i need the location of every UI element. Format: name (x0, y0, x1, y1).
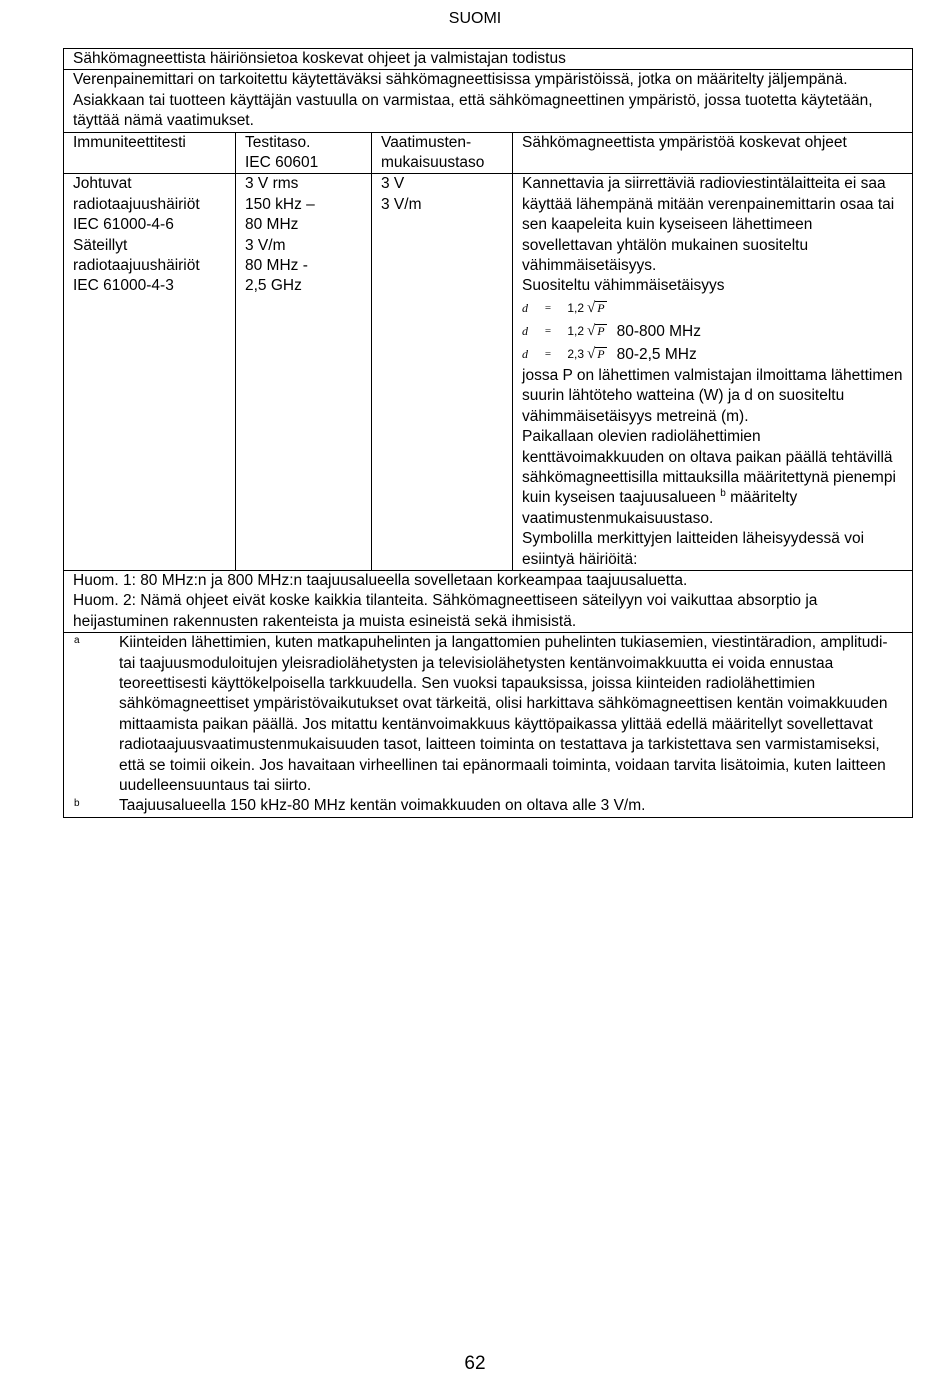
table-title: Sähkömagneettista häiriönsietoa koskevat ohjeet ja valmistajan todistus (64, 49, 913, 70)
cell-guidance (513, 174, 913, 571)
guidance-recommended-label: Suositeltu vähimmäisetäisyys (522, 277, 725, 295)
table-header-row (64, 132, 913, 174)
formula-power: P (597, 324, 605, 339)
header-compliance-level (372, 132, 513, 174)
guidance-where: jossa P on lähettimen valmistajan ilmoittama lähettimen suurin lähtöteho watteina (W) ja d on suositeltu vähimmäisetäisyys metreinä (m). (522, 366, 903, 425)
cell-compliance-level (372, 174, 513, 571)
footnote-a (73, 633, 904, 796)
footnote-a-mark: a (74, 635, 80, 647)
square-root-icon: √ (587, 322, 596, 339)
level-line: 2,5 GHz (245, 277, 302, 295)
formula-range: 80-800 MHz (616, 322, 702, 340)
table-intro: Verenpainemittari on tarkoitettu käytettäväksi sähkömagneettisissa ympäristöissä, jotka on määritelty jäljempänä. Asiakkaan tai tuotteen käyttäjän vastuulla on varmistaa, että sähkömagneettinen ympäristö, jossa tuotetta käytetään, täyttää nämä vaatimukset. (64, 70, 913, 132)
table-title-row (64, 49, 913, 70)
formula-equals: = (544, 324, 552, 337)
test-line: radiotaajuushäiriöt (73, 257, 200, 275)
level-line: 80 MHz (245, 216, 299, 234)
compliance-line: 3 V (381, 175, 405, 193)
level-line: 3 V/m (245, 236, 286, 254)
level-line: 3 V rms (245, 175, 299, 193)
footnote-b-mark: b (74, 798, 80, 810)
footnote-a-text: Kiinteiden lähettimien, kuten matkapuhelinten ja langattomien puhelinten tukiasemien, viestintäradion, amplitudi- tai taajuusmoduloitujen yleisradiolähetysten ja televisiolähetysten kentänvoimakkuutta ei voida ennustaa teoreettisesti käyttökelpoisella tarkkuudella. Sen vuoksi tapauksissa, joissa kiinteiden radiolähettimien sähkömagneettiset ympäristövaikutukset ovat tärkeitä, olisi harkittava sähkömagneettisen kentän voimakkuuden mittaamista paikan päällä. Jos mitattu kentänvoimakkuus käyttöpaikassa ylittää edellä määritellyt sovellettavat radiotaajuusvaatimustenmukaisuuden tasot, laitteen toiminta on testattava ja tarkistettava sen varmistamiseksi, että se toimii oikein. Jos havaitaan virheellinen tai epänormaali toiminta, voidaan tarvita lisätoimia, kuten laitteen uudelleensuuntaus tai siirto. (119, 634, 888, 794)
footnote-ref-b: b (720, 488, 726, 500)
level-line: 150 kHz – (245, 195, 315, 213)
header-immunity-test (64, 132, 236, 174)
test-line: radiotaajuushäiriöt (73, 195, 200, 213)
header-immunity-test-label: Immuniteettitesti (73, 133, 186, 151)
test-line: IEC 61000-4-6 (73, 216, 174, 234)
header-compliance-line1: Vaatimusten- (381, 133, 472, 151)
table-footnotes (64, 633, 913, 818)
header-guidance-label: Sähkömagneettista ympäristöä koskevat ohjeet (522, 133, 847, 151)
compliance-line: 3 V/m (381, 195, 422, 213)
header-test-level (236, 132, 372, 174)
table-row (64, 174, 913, 571)
footnote-b (73, 796, 904, 816)
guidance-intro: Kannettavia ja siirrettäviä radioviestintälaitteita ei saa käyttää lähempänä mitään verenpainemittarin osaa tai sen kaapeleita kuin kyseiseen lähettimeen sovellettavan yhtälön mukainen suositeltu vähimmäisetäisyys. (522, 175, 895, 275)
formula-variable: d (522, 300, 528, 315)
formula-variable: d (522, 323, 528, 338)
test-line: IEC 61000-4-3 (73, 277, 174, 295)
formula-coefficient: 2,3 (567, 346, 584, 361)
note-2: Huom. 2: Nämä ohjeet eivät koske kaikkia tilanteita. Sähkömagneettiseen säteilyyn voi vaikuttaa absorptio ja heijastuminen rakennusten rakenteista ja muista esineistä sekä ihmisistä. (73, 592, 818, 630)
page-header-language: SUOMI (448, 10, 502, 27)
test-line: Säteillyt (73, 236, 128, 254)
table-footnotes-row (64, 633, 913, 818)
formula-range: 80-2,5 MHz (616, 345, 697, 363)
page-number: 62 (464, 1353, 486, 1374)
formula-equals: = (544, 301, 552, 314)
formula-power: P (597, 301, 605, 316)
distance-formula (522, 297, 904, 320)
note-1: Huom. 1: 80 MHz:n ja 800 MHz:n taajuusalueella sovelletaan korkeampaa taajuusaluetta. (73, 571, 688, 589)
guidance-field-text-b: määritelty vaatimustenmukaisuustaso. (522, 489, 798, 527)
table-intro-row (64, 70, 913, 132)
formula-variable: d (522, 346, 528, 361)
square-root-icon: √ (587, 345, 596, 362)
emc-guidance-table (63, 48, 913, 818)
guidance-symbol: Symbolilla merkittyjen laitteiden läheisyydessä voi esiintyä häiriöitä: (522, 530, 865, 568)
table-notes (64, 570, 913, 632)
formula-power: P (597, 347, 605, 362)
formula-equals: = (544, 347, 552, 360)
level-line: 80 MHz - (245, 257, 308, 275)
formula-coefficient: 1,2 (567, 300, 584, 315)
distance-formula (522, 343, 904, 366)
distance-formula (522, 320, 904, 343)
header-guidance (513, 132, 913, 174)
header-test-level-line2: IEC 60601 (245, 154, 319, 172)
guidance-field-text-a: Paikallaan olevien radiolähettimien kenttävoimakkuuden on oltava paikan päällä tehtävillä sähkömagneettisilla mittauksilla määritettynä pienempi kuin kyseisen taajuusalueen (522, 428, 896, 507)
header-compliance-line2: mukaisuustaso (381, 154, 485, 172)
test-line: Johtuvat (73, 175, 132, 193)
cell-test-level (236, 174, 372, 571)
cell-immunity-test (64, 174, 236, 571)
guidance-field-strength (522, 427, 904, 529)
square-root-icon: √ (587, 299, 596, 316)
formula-coefficient: 1,2 (567, 323, 584, 338)
footnote-b-text: Taajuusalueella 150 kHz-80 MHz kentän voimakkuuden on oltava alle 3 V/m. (119, 797, 646, 815)
table-notes-row (64, 570, 913, 632)
header-test-level-line1: Testitaso. (245, 133, 311, 151)
